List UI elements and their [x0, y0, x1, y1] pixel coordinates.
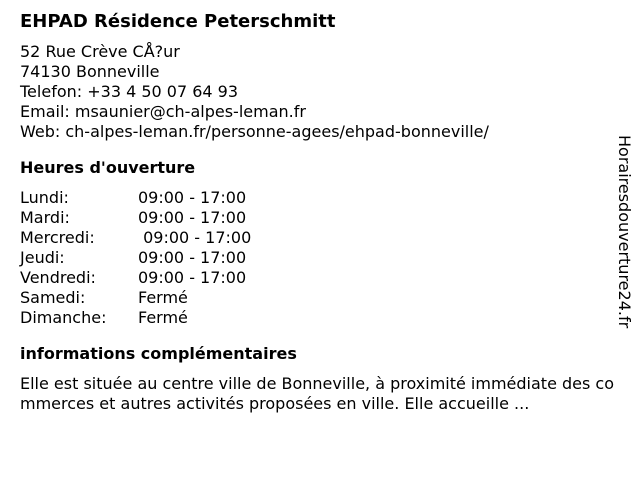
hours-table [20, 188, 620, 328]
city-postal: 74130 Bonneville [20, 62, 160, 81]
hours-row-tuesday [20, 208, 620, 228]
day-label: Vendredi: [20, 268, 96, 287]
day-label: Jeudi: [20, 248, 65, 267]
day-label: Dimanche: [20, 308, 107, 327]
time-value: 09:00 - 17:00 [138, 208, 247, 227]
time-value: 09:00 - 17:00 [138, 228, 252, 247]
time-value: Fermé [138, 308, 188, 327]
additional-info-heading: informations complémentaires [20, 344, 297, 363]
time-value: 09:00 - 17:00 [138, 188, 247, 207]
hours-row-wednesday [20, 228, 620, 248]
time-value: Fermé [138, 288, 188, 307]
hours-row-saturday [20, 288, 620, 308]
day-label: Samedi: [20, 288, 86, 307]
day-label: Lundi: [20, 188, 69, 207]
website-link[interactable]: Web: ch-alpes-leman.fr/personne-agees/ehpad-bonneville/ [20, 122, 489, 141]
contact-block [20, 42, 620, 142]
site-watermark: Horairesdouverture24.fr [615, 135, 634, 329]
email-address: Email: msaunier@ch-alpes-leman.fr [20, 102, 306, 121]
day-label: Mardi: [20, 208, 70, 227]
time-value: 09:00 - 17:00 [138, 248, 247, 267]
business-card [20, 10, 620, 414]
hours-heading: Heures d'ouverture [20, 158, 196, 177]
time-value: 09:00 - 17:00 [138, 268, 247, 287]
additional-info-text: Elle est située au centre ville de Bonneville, à proximité immédiate des commerces et autres activités proposées en ville. Elle accueille ... [20, 374, 615, 413]
hours-row-friday [20, 268, 620, 288]
phone-number: Telefon: +33 4 50 07 64 93 [20, 82, 239, 101]
hours-row-thursday [20, 248, 620, 268]
additional-info-section [20, 344, 620, 414]
hours-row-monday [20, 188, 620, 208]
hours-row-sunday [20, 308, 620, 328]
day-label: Mercredi: [20, 228, 95, 247]
street-address: 52 Rue Crève CÅ?ur [20, 42, 180, 61]
page-title: EHPAD Résidence Peterschmitt [20, 11, 336, 32]
